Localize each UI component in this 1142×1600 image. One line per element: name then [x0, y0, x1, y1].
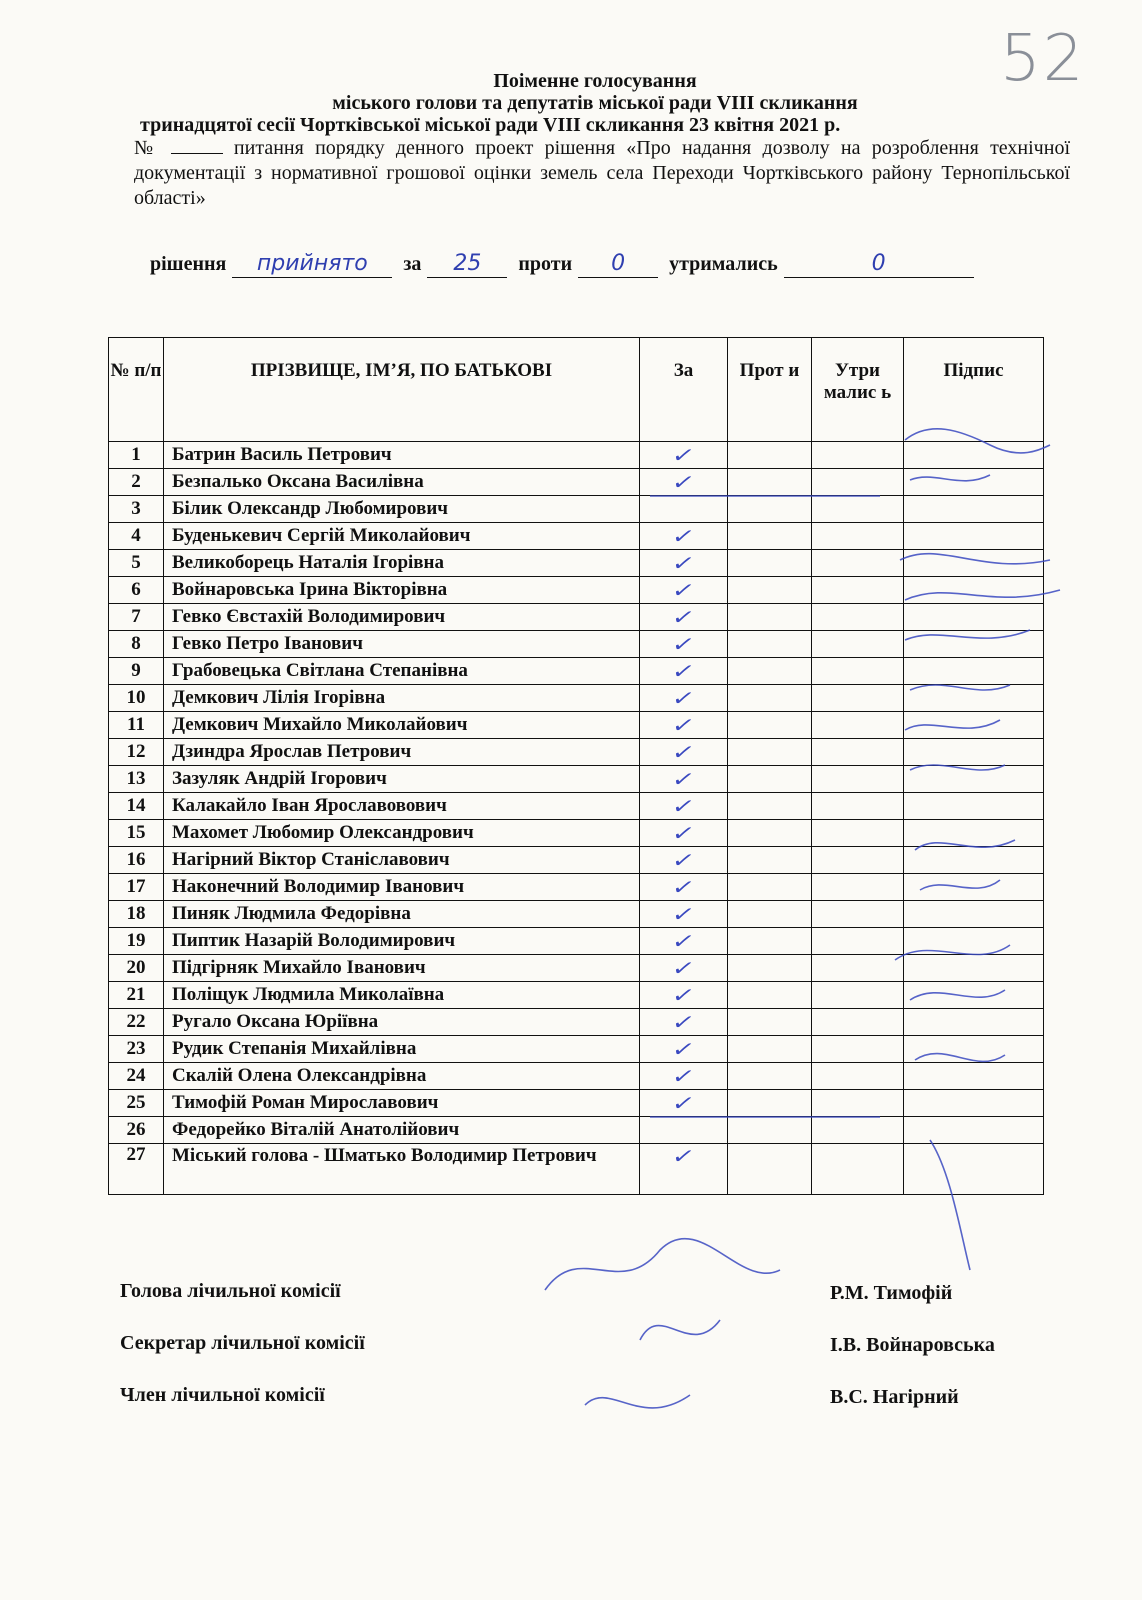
- abstained-cell: [812, 442, 904, 469]
- table-row: [109, 982, 1044, 1009]
- header-abstained: Утри малис ь: [812, 338, 904, 442]
- row-name: Пиняк Людмила Федорівна: [164, 901, 640, 928]
- table-row: [109, 496, 1044, 523]
- against-cell: [728, 1090, 812, 1117]
- question-text: питання порядку денного проект рішення «Про надання дозволу на розроблення технічної документації з нормативної грошової оцінки земель села Переходи Чортківського району Тернопільської області»: [134, 137, 1071, 209]
- row-number: 26: [109, 1117, 164, 1144]
- checkmark-icon: ✓: [669, 739, 698, 764]
- signature-cell: [904, 685, 1044, 712]
- row-name: Поліщук Людмила Миколаївна: [164, 982, 640, 1009]
- signature-cell: [904, 1144, 1044, 1195]
- row-number: 4: [109, 523, 164, 550]
- abstained-cell: [812, 712, 904, 739]
- for-cell: [640, 523, 728, 550]
- for-cell: [640, 604, 728, 631]
- table-row: [109, 604, 1044, 631]
- checkmark-icon: ✓: [669, 442, 698, 467]
- abstained-cell: [812, 955, 904, 982]
- checkmark-icon: ✓: [669, 1144, 698, 1168]
- row-name: Демкович Лілія Ігорівна: [164, 685, 640, 712]
- row-name: Демкович Михайло Миколайович: [164, 712, 640, 739]
- checkmark-icon: ✓: [669, 469, 698, 494]
- for-cell: [640, 631, 728, 658]
- title-line-1: Поіменне голосування: [493, 70, 697, 92]
- row-name: Махомет Любомир Олександрович: [164, 820, 640, 847]
- for-cell: [640, 982, 728, 1009]
- row-number: 9: [109, 658, 164, 685]
- for-cell: [640, 442, 728, 469]
- for-cell: [640, 496, 728, 523]
- row-name: Буденькевич Сергій Миколайович: [164, 523, 640, 550]
- for-cell: [640, 1144, 728, 1195]
- signature-cell: [904, 874, 1044, 901]
- title-line-3: тринадцятої сесії Чортківської міської ради VIII скликання 23 квітня 2021 р.: [140, 114, 841, 136]
- row-number: 6: [109, 577, 164, 604]
- for-cell: [640, 955, 728, 982]
- document-header: [120, 70, 1070, 211]
- against-cell: [728, 982, 812, 1009]
- against-cell: [728, 1036, 812, 1063]
- row-name: Безпалько Оксана Василівна: [164, 469, 640, 496]
- row-number: 21: [109, 982, 164, 1009]
- abstained-cell: [812, 1144, 904, 1195]
- abstained-cell: [812, 1090, 904, 1117]
- for-cell: [640, 1117, 728, 1144]
- signature-cell: [904, 793, 1044, 820]
- against-label: проти: [518, 253, 573, 275]
- row-name: Скалій Олена Олександрівна: [164, 1063, 640, 1090]
- against-cell: [728, 577, 812, 604]
- signature-cell: [904, 739, 1044, 766]
- for-cell: [640, 550, 728, 577]
- signature-cell: [904, 631, 1044, 658]
- abstained-label: утримались: [669, 253, 778, 275]
- checkmark-icon: ✓: [669, 712, 698, 737]
- for-cell: [640, 685, 728, 712]
- row-name: Великоборець Наталія Ігорівна: [164, 550, 640, 577]
- checkmark-icon: ✓: [669, 1036, 698, 1061]
- for-cell: [640, 766, 728, 793]
- for-cell: [640, 901, 728, 928]
- for-cell: [640, 1063, 728, 1090]
- decision-summary: [150, 253, 980, 278]
- table-row: [109, 1009, 1044, 1036]
- against-cell: [728, 793, 812, 820]
- row-name: Зазуляк Андрій Ігорович: [164, 766, 640, 793]
- row-number: 27: [109, 1144, 164, 1195]
- signature-cell: [904, 901, 1044, 928]
- for-cell: [640, 739, 728, 766]
- abstained-cell: [812, 685, 904, 712]
- against-cell: [728, 631, 812, 658]
- abstained-cell: [812, 523, 904, 550]
- row-number: 19: [109, 928, 164, 955]
- row-number: 3: [109, 496, 164, 523]
- for-cell: [640, 658, 728, 685]
- signature-cell: [904, 1090, 1044, 1117]
- abstained-cell: [812, 1063, 904, 1090]
- table-row: [109, 955, 1044, 982]
- signature-cell: [904, 820, 1044, 847]
- for-cell: [640, 820, 728, 847]
- abstained-cell: [812, 766, 904, 793]
- for-cell: [640, 1009, 728, 1036]
- row-number: 14: [109, 793, 164, 820]
- commission-person: І.В. Войнаровська: [830, 1334, 995, 1356]
- signature-cell: [904, 928, 1044, 955]
- checkmark-icon: ✓: [669, 523, 698, 548]
- abstained-cell: [812, 847, 904, 874]
- row-name: Калакайло Іван Ярославовович: [164, 793, 640, 820]
- table-row: [109, 766, 1044, 793]
- abstained-cell: [812, 901, 904, 928]
- against-cell: [728, 658, 812, 685]
- abstained-count: 0: [784, 257, 974, 278]
- checkmark-icon: ✓: [669, 766, 698, 791]
- against-cell: [728, 874, 812, 901]
- row-number: 18: [109, 901, 164, 928]
- table-row: [109, 1090, 1044, 1117]
- header-signature: Підпис: [904, 338, 1044, 442]
- abstained-cell: [812, 793, 904, 820]
- header-against: Прот и: [728, 338, 812, 442]
- question-number-blank: [171, 139, 223, 154]
- against-cell: [728, 1117, 812, 1144]
- for-cell: [640, 1036, 728, 1063]
- checkmark-icon: ✓: [669, 604, 698, 629]
- signature-cell: [904, 1036, 1044, 1063]
- checkmark-icon: ✓: [669, 1063, 698, 1088]
- abstained-cell: [812, 1117, 904, 1144]
- signature-cell: [904, 1009, 1044, 1036]
- row-name: Рудик Степанія Михайлівна: [164, 1036, 640, 1063]
- abstained-cell: [812, 1036, 904, 1063]
- checkmark-icon: ✓: [669, 577, 698, 602]
- checkmark-icon: ✓: [669, 631, 698, 656]
- checkmark-icon: ✓: [669, 955, 698, 980]
- abstained-cell: [812, 550, 904, 577]
- against-cell: [728, 442, 812, 469]
- table-row: [109, 874, 1044, 901]
- checkmark-icon: ✓: [669, 1009, 698, 1034]
- row-number: 20: [109, 955, 164, 982]
- agenda-question: [120, 136, 1070, 211]
- header-for: За: [640, 338, 728, 442]
- question-prefix: №: [134, 137, 160, 159]
- title-line-2: міського голови та депутатів міської ради VIII скликання: [332, 92, 858, 114]
- row-name: Наконечний Володимир Іванович: [164, 874, 640, 901]
- table-row: [109, 928, 1044, 955]
- abstained-cell: [812, 496, 904, 523]
- row-number: 10: [109, 685, 164, 712]
- checkmark-icon: ✓: [669, 1090, 698, 1115]
- row-name: Міський голова - Шматько Володимир Петрович: [164, 1144, 640, 1195]
- row-number: 22: [109, 1009, 164, 1036]
- row-number: 16: [109, 847, 164, 874]
- signature-cell: [904, 442, 1044, 469]
- against-cell: [728, 901, 812, 928]
- abstained-cell: [812, 820, 904, 847]
- for-cell: [640, 847, 728, 874]
- commission-role: Член лічильної комісії: [120, 1384, 325, 1406]
- roll-call-table: [108, 337, 1044, 1195]
- for-cell: [640, 1090, 728, 1117]
- commission-person: Р.М. Тимофій: [830, 1282, 953, 1304]
- for-cell: [640, 928, 728, 955]
- checkmark-icon: ✓: [669, 847, 698, 872]
- table-row: [109, 658, 1044, 685]
- against-cell: [728, 469, 812, 496]
- signature-cell: [904, 523, 1044, 550]
- against-cell: [728, 928, 812, 955]
- table-header-row: [109, 338, 1044, 442]
- row-number: 15: [109, 820, 164, 847]
- row-name: Войнаровська Ірина Вікторівна: [164, 577, 640, 604]
- row-number: 13: [109, 766, 164, 793]
- signature-cell: [904, 982, 1044, 1009]
- header-num: № п/п: [109, 338, 164, 442]
- table-row: [109, 1036, 1044, 1063]
- table-row: [109, 739, 1044, 766]
- against-cell: [728, 1009, 812, 1036]
- against-cell: [728, 1144, 812, 1195]
- row-name: Грабовецька Світлана Степанівна: [164, 658, 640, 685]
- row-number: 7: [109, 604, 164, 631]
- for-cell: [640, 712, 728, 739]
- against-cell: [728, 604, 812, 631]
- row-name: Федорейко Віталій Анатолійович: [164, 1117, 640, 1144]
- table-row: [109, 712, 1044, 739]
- table-row: [109, 442, 1044, 469]
- table-row: [109, 820, 1044, 847]
- checkmark-icon: ✓: [669, 901, 698, 926]
- row-name: Дзиндра Ярослав Петрович: [164, 739, 640, 766]
- row-number: 5: [109, 550, 164, 577]
- table-row: [109, 1144, 1044, 1195]
- row-name: Батрин Василь Петрович: [164, 442, 640, 469]
- row-name: Підгірняк Михайло Іванович: [164, 955, 640, 982]
- signature-cell: [904, 550, 1044, 577]
- against-cell: [728, 820, 812, 847]
- decision-value: прийнято: [232, 257, 392, 278]
- header-name: ПРІЗВИЩЕ, ІМ’Я, ПО БАТЬКОВІ: [164, 338, 640, 442]
- abstained-cell: [812, 577, 904, 604]
- abstained-cell: [812, 469, 904, 496]
- against-count: 0: [578, 257, 658, 278]
- row-number: 1: [109, 442, 164, 469]
- table-row: [109, 523, 1044, 550]
- against-cell: [728, 550, 812, 577]
- commission-person: В.С. Нагірний: [830, 1386, 959, 1408]
- against-cell: [728, 739, 812, 766]
- commission-row: [120, 1384, 1020, 1436]
- row-name: Ругало Оксана Юріївна: [164, 1009, 640, 1036]
- abstained-cell: [812, 604, 904, 631]
- signature-cell: [904, 1117, 1044, 1144]
- abstained-cell: [812, 631, 904, 658]
- row-name: Пиптик Назарій Володимирович: [164, 928, 640, 955]
- checkmark-icon: ✓: [669, 550, 698, 575]
- signature-cell: [904, 847, 1044, 874]
- against-cell: [728, 685, 812, 712]
- row-number: 23: [109, 1036, 164, 1063]
- for-cell: [640, 874, 728, 901]
- commission-row: [120, 1332, 1020, 1384]
- checkmark-icon: ✓: [669, 685, 698, 710]
- for-label: за: [403, 253, 422, 275]
- abstained-cell: [812, 982, 904, 1009]
- signature-cell: [904, 766, 1044, 793]
- row-number: 17: [109, 874, 164, 901]
- table-row: [109, 469, 1044, 496]
- signature-cell: [904, 712, 1044, 739]
- checkmark-icon: ✓: [669, 793, 698, 818]
- row-name: Тимофій Роман Мирославович: [164, 1090, 640, 1117]
- table-row: [109, 793, 1044, 820]
- signature-cell: [904, 496, 1044, 523]
- table-row: [109, 1117, 1044, 1144]
- commission-row: [120, 1280, 1020, 1332]
- table-row: [109, 685, 1044, 712]
- row-name: Нагірний Віктор Станіславович: [164, 847, 640, 874]
- against-cell: [728, 955, 812, 982]
- against-cell: [728, 496, 812, 523]
- row-number: 11: [109, 712, 164, 739]
- table-row: [109, 631, 1044, 658]
- against-cell: [728, 712, 812, 739]
- abstained-cell: [812, 928, 904, 955]
- checkmark-icon: ✓: [669, 928, 698, 953]
- checkmark-icon: ✓: [669, 982, 698, 1007]
- checkmark-icon: ✓: [669, 874, 698, 899]
- commission-role: Голова лічильної комісії: [120, 1280, 341, 1302]
- table-row: [109, 1063, 1044, 1090]
- signature-cell: [904, 955, 1044, 982]
- signature-cell: [904, 469, 1044, 496]
- signature-cell: [904, 577, 1044, 604]
- row-number: 8: [109, 631, 164, 658]
- for-count: 25: [427, 257, 507, 278]
- commission-role: Секретар лічильної комісії: [120, 1332, 365, 1354]
- row-number: 24: [109, 1063, 164, 1090]
- abstained-cell: [812, 739, 904, 766]
- table-row: [109, 847, 1044, 874]
- abstained-cell: [812, 658, 904, 685]
- row-name: Білик Олександр Любомирович: [164, 496, 640, 523]
- page-number: 52: [1000, 22, 1086, 96]
- row-name: Гевко Петро Іванович: [164, 631, 640, 658]
- decision-label: рішення: [150, 253, 227, 275]
- against-cell: [728, 847, 812, 874]
- checkmark-icon: ✓: [669, 658, 698, 683]
- against-cell: [728, 523, 812, 550]
- abstained-cell: [812, 1009, 904, 1036]
- for-cell: [640, 793, 728, 820]
- row-number: 2: [109, 469, 164, 496]
- signature-cell: [904, 604, 1044, 631]
- table-row: [109, 550, 1044, 577]
- signature-cell: [904, 1063, 1044, 1090]
- for-cell: [640, 577, 728, 604]
- signature-cell: [904, 658, 1044, 685]
- row-number: 25: [109, 1090, 164, 1117]
- table-body: [109, 442, 1044, 1195]
- counting-commission: [120, 1280, 1020, 1436]
- row-name: Гевко Євстахій Володимирович: [164, 604, 640, 631]
- abstained-cell: [812, 874, 904, 901]
- against-cell: [728, 766, 812, 793]
- checkmark-icon: ✓: [669, 820, 698, 845]
- table-row: [109, 577, 1044, 604]
- for-cell: [640, 469, 728, 496]
- against-cell: [728, 1063, 812, 1090]
- row-number: 12: [109, 739, 164, 766]
- table-row: [109, 901, 1044, 928]
